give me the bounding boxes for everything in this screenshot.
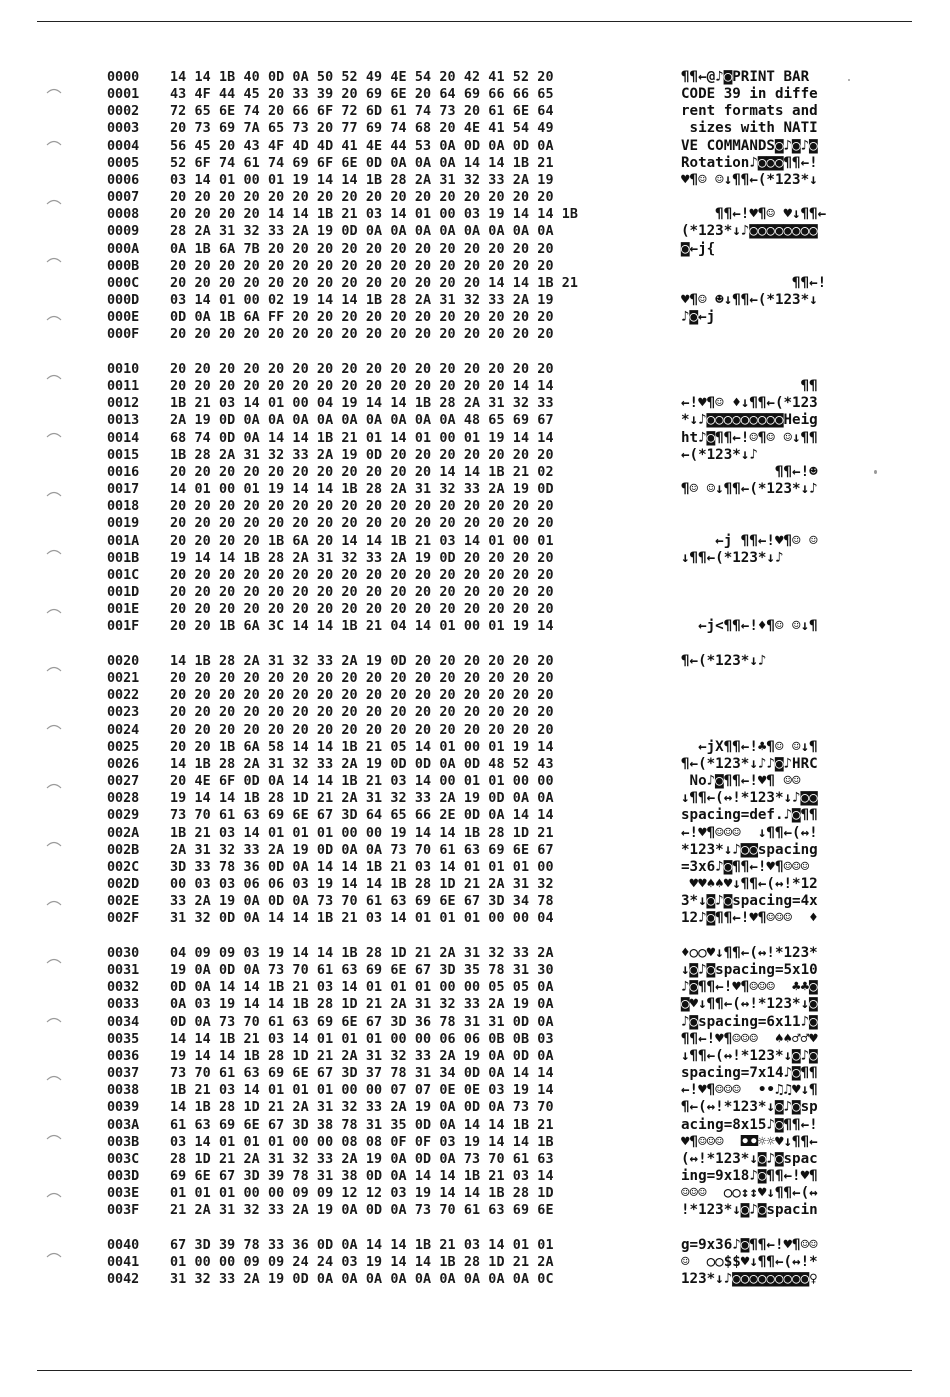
hex-bytes-cell: 3D 33 78 36 0D 0A 14 14 1B 21 03 14 01 01 01 00 (170, 859, 554, 875)
hex-bytes-cell: 20 20 20 20 20 20 20 20 20 20 20 20 20 20 20 20 (170, 258, 554, 274)
dump-row (0, 1048, 950, 1065)
address-cell: 002F (107, 911, 140, 927)
binder-hole-mark (46, 606, 62, 614)
dump-row (0, 790, 950, 807)
address-cell: 001E (107, 602, 140, 618)
ascii-cell: ¶¶←!☻ (681, 463, 818, 480)
address-cell: 0012 (107, 396, 140, 412)
dump-row (0, 893, 950, 910)
dump-row (0, 567, 950, 584)
hex-bytes-cell: 19 0A 0D 0A 73 70 61 63 69 6E 67 3D 35 78 31 30 (170, 963, 554, 979)
hex-bytes-cell: 14 1B 28 2A 31 32 33 2A 19 0D 0D 0A 0D 48 52 43 (170, 756, 554, 772)
dump-row (0, 86, 950, 103)
address-cell: 0018 (107, 499, 140, 515)
hex-bytes-cell: 20 4E 6F 0D 0A 14 14 1B 21 03 14 00 01 01 00 00 (170, 774, 554, 790)
address-cell: 0042 (107, 1272, 140, 1288)
hex-bytes-cell: 20 20 1B 6A 58 14 14 1B 21 05 14 01 00 01 19 14 (170, 739, 554, 755)
hex-bytes-cell: 01 01 01 00 00 09 09 12 12 03 19 14 14 1B 28 1D (170, 1186, 554, 1202)
address-cell: 0021 (107, 671, 140, 687)
binder-hole-mark (46, 781, 62, 789)
address-cell: 001A (107, 533, 140, 549)
hex-bytes-cell: 20 20 1B 6A 3C 14 14 1B 21 04 14 01 00 01 19 14 (170, 619, 554, 635)
ascii-cell: !*123*↓◙♪◙spacin (681, 1202, 818, 1219)
ascii-cell: ¶¶←@♪◙PRINT BAR (681, 69, 810, 85)
hex-bytes-cell: 01 00 00 09 09 24 24 03 19 14 14 1B 28 1D 21 2A (170, 1255, 554, 1271)
binder-hole-mark (46, 1190, 62, 1198)
dump-row (0, 120, 950, 137)
hex-bytes-cell: 20 20 20 20 20 20 20 20 20 20 20 20 20 20 20 20 (170, 705, 554, 721)
ascii-cell: ht♪◙¶¶←!☺¶☺ ☺↓¶¶ (681, 429, 818, 446)
ascii-cell: 12♪◙¶¶←!♥¶☺☺☺ ♦ (681, 910, 818, 927)
hex-bytes-cell: 19 14 14 1B 28 2A 31 32 33 2A 19 0D 20 20 20 20 (170, 550, 554, 566)
ascii-cell: ◙←j{ (681, 240, 716, 257)
hex-bytes-cell: 20 20 20 20 20 20 20 20 20 20 20 20 20 20 20 20 (170, 602, 554, 618)
ascii-cell: Rotation♪◙◙◙¶¶←! (681, 154, 818, 171)
address-cell: 0026 (107, 756, 140, 772)
hex-bytes-cell: 52 6F 74 61 74 69 6F 6E 0D 0A 0A 0A 14 14 1B 21 (170, 155, 554, 171)
ascii-cell: ¶¶←!♥¶☺☺☺ ♠♠♂♂♥ (681, 1030, 818, 1047)
dump-row (0, 704, 950, 721)
binder-hole-mark (46, 430, 62, 438)
ascii-cell: ¶☺ ☺↓¶¶←(*123*↓♪ (681, 481, 818, 498)
dump-row (0, 1014, 950, 1031)
hex-bytes-cell: 31 32 0D 0A 14 14 1B 21 03 14 01 01 01 00 00 04 (170, 911, 554, 927)
binder-hole-mark (46, 722, 62, 730)
hex-bytes-cell: 20 20 20 20 20 20 20 20 20 20 20 20 20 20 20 20 (170, 722, 554, 738)
address-cell: 0029 (107, 808, 140, 824)
binder-hole-mark (46, 1132, 62, 1140)
dump-row (0, 601, 950, 618)
address-cell: 0038 (107, 1083, 140, 1099)
hex-bytes-cell: 67 3D 39 78 33 36 0D 0A 14 14 1B 21 03 14 01 01 (170, 1238, 554, 1253)
ascii-cell: ←(*123*↓♪ (681, 446, 758, 463)
hex-bytes-cell: 19 14 14 1B 28 1D 21 2A 31 32 33 2A 19 0D 0A 0A (170, 791, 554, 807)
ascii-cell: ♥¶☺ ☻↓¶¶←(*123*↓ (681, 291, 818, 308)
dump-row (0, 292, 950, 309)
dump-row (0, 996, 950, 1013)
dump-row (0, 1117, 950, 1134)
address-cell: 000F (107, 327, 140, 343)
dump-row (0, 69, 950, 86)
address-cell: 0006 (107, 172, 140, 188)
dump-row (0, 515, 950, 532)
dump-row (0, 309, 950, 326)
binder-hole-mark (46, 197, 62, 205)
hex-bytes-cell: 20 73 69 7A 65 73 20 77 69 74 68 20 4E 41 54 49 (170, 121, 554, 137)
hex-bytes-cell: 43 4F 44 45 20 33 39 20 69 6E 20 64 69 66 66 65 (170, 87, 554, 103)
hex-bytes-cell: 20 20 20 20 20 20 20 20 20 20 20 20 20 20 20 20 (170, 567, 554, 583)
binder-hole-mark (46, 956, 62, 964)
address-cell: 0013 (107, 413, 140, 429)
ascii-cell: ◙♥↓¶¶←(↔!*123*↓◙ (681, 996, 818, 1013)
ascii-cell: ↓¶¶←(*123*↓♪ (681, 549, 784, 566)
dump-row (0, 103, 950, 120)
hex-bytes-cell: 56 45 20 43 4F 4D 4D 41 4E 44 53 0A 0D 0A 0D 0A (170, 138, 554, 154)
dump-row (0, 326, 950, 343)
hex-bytes-cell: 14 01 00 01 19 14 14 1B 28 2A 31 32 33 2A 19 0D (170, 482, 554, 498)
dump-row (0, 1271, 950, 1288)
address-cell: 0023 (107, 705, 140, 721)
ascii-cell: 3*↓◙♪◙spacing=4x (681, 893, 818, 910)
hex-bytes-cell: 03 14 01 00 01 19 14 14 1B 28 2A 31 32 33 2A 19 (170, 172, 554, 188)
hex-bytes-cell: 04 09 09 03 19 14 14 1B 28 1D 21 2A 31 32 33 2A (170, 946, 554, 961)
address-cell: 0035 (107, 1031, 140, 1047)
hex-bytes-cell: 69 6E 67 3D 39 78 31 38 0D 0A 14 14 1B 21 03 14 (170, 1168, 554, 1184)
address-cell: 0031 (107, 963, 140, 979)
dump-row (0, 481, 950, 498)
dump-row (0, 739, 950, 756)
ascii-cell: No♪◙¶¶←!♥¶ ☺☺ (681, 773, 801, 790)
ascii-cell: ♪◙←j (681, 309, 716, 326)
ascii-cell: ←j<¶¶←!♦¶☺ ☺↓¶ (681, 618, 818, 635)
dump-row (0, 756, 950, 773)
ascii-cell: ¶←(*123*↓♪ (681, 653, 767, 669)
address-cell: 0030 (107, 946, 140, 961)
address-cell: 002A (107, 825, 140, 841)
hex-bytes-cell: 14 1B 28 1D 21 2A 31 32 33 2A 19 0A 0D 0A 73 70 (170, 1100, 554, 1116)
hex-bytes-cell: 20 20 20 20 20 20 20 20 20 20 20 20 20 20 20 20 (170, 362, 554, 377)
address-cell: 003D (107, 1168, 140, 1184)
dump-row (0, 807, 950, 824)
ascii-cell: ¶¶←!♥¶☺ ♥↓¶¶← (681, 206, 827, 223)
hex-bytes-cell: 20 20 20 20 20 20 20 20 20 20 20 14 14 1B 21 02 (170, 464, 554, 480)
hex-bytes-cell: 28 2A 31 32 33 2A 19 0D 0A 0A 0A 0A 0A 0A 0A 0A (170, 224, 554, 240)
dump-row (0, 498, 950, 515)
hex-bytes-cell: 03 14 01 00 02 19 14 14 1B 28 2A 31 32 33 2A 19 (170, 292, 554, 308)
address-cell: 0007 (107, 190, 140, 206)
dump-row (0, 962, 950, 979)
address-cell: 002E (107, 894, 140, 910)
address-cell: 0025 (107, 739, 140, 755)
hex-bytes-cell: 14 1B 28 2A 31 32 33 2A 19 0D 20 20 20 20 20 20 (170, 654, 554, 669)
ascii-cell: ♪◙¶¶←!♥¶☺☺☺ ♣♣◙ (681, 979, 818, 996)
binder-hole-mark (46, 547, 62, 555)
address-cell: 0000 (107, 70, 140, 85)
address-cell: 003C (107, 1151, 140, 1167)
ascii-cell: ♥¶☺ ☺↓¶¶←(*123*↓ (681, 171, 818, 188)
dump-row (0, 825, 950, 842)
ascii-cell: spacing=7x14♪◙¶¶ (681, 1065, 818, 1082)
ascii-cell: ¶¶ (681, 378, 818, 395)
dump-row (0, 1202, 950, 1219)
ascii-cell: ↓¶¶←(↔!*123*↓◙♪◙ (681, 1047, 818, 1064)
hex-bytes-cell: 19 14 14 1B 28 1D 21 2A 31 32 33 2A 19 0A 0D 0A (170, 1048, 554, 1064)
dump-row (0, 138, 950, 155)
binder-hole-mark (46, 664, 62, 672)
hex-bytes-cell: 2A 19 0D 0A 0A 0A 0A 0A 0A 0A 0A 0A 48 65 69 67 (170, 413, 554, 429)
ascii-cell: CODE 39 in diffe (681, 86, 818, 103)
dump-row (0, 670, 950, 687)
hex-bytes-cell: 20 20 20 20 20 20 20 20 20 20 20 20 20 20 14 14 (170, 379, 554, 395)
hex-bytes-cell: 20 20 20 20 20 20 20 20 20 20 20 20 20 20 20 20 (170, 671, 554, 687)
ascii-cell: ¶←(*123*↓♪♪◙♪HRC (681, 755, 818, 772)
dump-row (0, 206, 950, 223)
ascii-cell: ←!♥¶☺ ♦↓¶¶←(*123 (681, 395, 818, 412)
hex-bytes-cell: 0A 03 19 14 14 1B 28 1D 21 2A 31 32 33 2A 19 0A (170, 997, 554, 1013)
dump-row (0, 361, 950, 378)
dump-row (0, 550, 950, 567)
dump-row (0, 687, 950, 704)
dump-row (0, 979, 950, 996)
hex-bytes-cell: 31 32 33 2A 19 0D 0A 0A 0A 0A 0A 0A 0A 0A 0A 0C (170, 1272, 554, 1288)
ascii-cell: ☺☺☺ ○○↕↕♥↓¶¶←(↔ (681, 1185, 818, 1202)
hex-bytes-cell: 1B 21 03 14 01 01 01 00 00 07 07 0E 0E 03 19 14 (170, 1083, 554, 1099)
ascii-cell: ↓◙♪◙spacing=5x10 (681, 962, 818, 979)
ascii-cell: 123*↓♪◙◙◙◙◙◙◙◙◙♀ (681, 1271, 818, 1288)
address-cell: 003B (107, 1134, 140, 1150)
address-cell: 001B (107, 550, 140, 566)
hex-bytes-cell: 00 03 03 06 06 03 19 14 14 1B 28 1D 21 2A 31 32 (170, 876, 554, 892)
dump-row (0, 1031, 950, 1048)
hex-bytes-cell: 0A 1B 6A 7B 20 20 20 20 20 20 20 20 20 20 20 20 (170, 241, 554, 257)
dump-row (0, 910, 950, 927)
hex-bytes-cell: 20 20 20 20 20 20 20 20 20 20 20 20 20 20 20 20 (170, 516, 554, 532)
address-cell: 000D (107, 292, 140, 308)
hex-bytes-cell: 20 20 20 20 20 20 20 20 20 20 20 20 20 14 14 1B 21 (170, 275, 579, 291)
hex-bytes-cell: 21 2A 31 32 33 2A 19 0A 0D 0A 73 70 61 63 69 6E (170, 1203, 554, 1219)
address-cell: 002B (107, 842, 140, 858)
hex-bytes-cell: 20 20 20 20 1B 6A 20 14 14 1B 21 03 14 01 00 01 (170, 533, 554, 549)
hex-bytes-cell: 20 20 20 20 20 20 20 20 20 20 20 20 20 20 20 20 (170, 327, 554, 343)
ascii-cell: rent formats and (681, 103, 818, 120)
address-cell: 0022 (107, 688, 140, 704)
dump-row (0, 1099, 950, 1116)
hex-bytes-cell: 14 14 1B 40 0D 0A 50 52 49 4E 54 20 42 41 52 20 (170, 70, 554, 85)
address-cell: 0015 (107, 447, 140, 463)
binder-hole-mark (46, 898, 62, 906)
dump-row (0, 258, 950, 275)
ascii-cell: sizes with NATI (681, 120, 818, 137)
dump-row (0, 773, 950, 790)
hex-bytes-cell: 0D 0A 73 70 61 63 69 6E 67 3D 36 78 31 31 0D 0A (170, 1014, 554, 1030)
ascii-cell: ♪◙spacing=6x11♪◙ (681, 1013, 818, 1030)
address-cell: 0016 (107, 464, 140, 480)
address-cell: 002D (107, 876, 140, 892)
hex-bytes-cell: 68 74 0D 0A 14 14 1B 21 01 14 01 00 01 19 14 14 (170, 430, 554, 446)
address-cell: 0033 (107, 997, 140, 1013)
dump-row (0, 1168, 950, 1185)
dump-row (0, 584, 950, 601)
scan-speck (874, 470, 877, 474)
binder-hole-mark (46, 839, 62, 847)
hex-bytes-cell: 72 65 6E 74 20 66 6F 72 6D 61 74 73 20 61 6E 64 (170, 104, 554, 120)
address-cell: 0039 (107, 1100, 140, 1116)
hex-bytes-cell: 20 20 20 20 20 20 20 20 20 20 20 20 20 20 20 20 (170, 499, 554, 515)
hex-bytes-cell: 1B 28 2A 31 32 33 2A 19 0D 20 20 20 20 20 20 20 (170, 447, 554, 463)
address-cell: 000A (107, 241, 140, 257)
dump-row (0, 155, 950, 172)
address-cell: 000B (107, 258, 140, 274)
address-cell: 0017 (107, 482, 140, 498)
binder-hole-mark (46, 1250, 62, 1258)
ascii-cell: spacing=def.♪◙¶¶ (681, 807, 818, 824)
hex-bytes-cell: 20 20 20 20 20 20 20 20 20 20 20 20 20 20 20 20 (170, 584, 554, 600)
dump-row (0, 618, 950, 635)
address-cell: 0036 (107, 1048, 140, 1064)
hex-bytes-cell: 20 20 20 20 20 20 20 20 20 20 20 20 20 20 20 20 (170, 190, 554, 206)
hex-bytes-cell: 73 70 61 63 69 6E 67 3D 64 65 66 2E 0D 0A 14 14 (170, 808, 554, 824)
address-cell: 0010 (107, 362, 140, 377)
address-cell: 0001 (107, 87, 140, 103)
address-cell: 0002 (107, 104, 140, 120)
dump-row (0, 876, 950, 893)
dump-row (0, 172, 950, 189)
dump-row (0, 1254, 950, 1271)
dump-row (0, 241, 950, 258)
dump-row (0, 653, 950, 670)
hex-bytes-cell: 28 1D 21 2A 31 32 33 2A 19 0A 0D 0A 73 70 61 63 (170, 1151, 554, 1167)
address-cell: 003E (107, 1186, 140, 1202)
binder-hole-mark (46, 86, 62, 94)
address-cell: 0004 (107, 138, 140, 154)
ascii-cell: (↔!*123*↓◙♪◙spac (681, 1150, 818, 1167)
binder-hole-mark (46, 1073, 62, 1081)
ascii-cell: ♥¶☺☺☺ ◘◘☼☼♥↓¶¶← (681, 1133, 818, 1150)
dump-row (0, 447, 950, 464)
hex-bytes-cell: 20 20 20 20 14 14 1B 21 03 14 01 00 03 19 14 14 1B (170, 207, 579, 223)
binder-hole-mark (46, 313, 62, 321)
hex-bytes-cell: 03 14 01 01 01 00 00 08 08 0F 0F 03 19 14 14 1B (170, 1134, 554, 1150)
dump-row (0, 842, 950, 859)
ascii-cell: ♥♥♠♠♥↓¶¶←(↔!*12 (681, 875, 818, 892)
binder-hole-mark (46, 372, 62, 380)
address-cell: 003F (107, 1203, 140, 1219)
address-cell: 0005 (107, 155, 140, 171)
ascii-cell: ←!♥¶☺☺☺ ••♫♫♥↓¶ (681, 1082, 818, 1099)
hex-bytes-cell: 0D 0A 14 14 1B 21 03 14 01 01 01 00 00 05 05 0A (170, 980, 554, 996)
ascii-cell: g=9x36♪◙¶¶←!♥¶☺☺ (681, 1237, 818, 1253)
address-cell: 001C (107, 567, 140, 583)
ascii-cell: ↓¶¶←(↔!*123*↓♪◙◙ (681, 790, 818, 807)
dump-row (0, 533, 950, 550)
address-cell: 0011 (107, 379, 140, 395)
address-cell: 0041 (107, 1255, 140, 1271)
ascii-cell: acing=8x15♪◙¶¶←! (681, 1116, 818, 1133)
binder-hole-mark (46, 138, 62, 146)
dump-row (0, 722, 950, 739)
address-cell: 000C (107, 275, 140, 291)
address-cell: 0008 (107, 207, 140, 223)
address-cell: 0019 (107, 516, 140, 532)
ascii-cell: ←jX¶¶←!♣¶☺ ☺↓¶ (681, 738, 818, 755)
dump-row (0, 223, 950, 240)
binder-hole-mark (46, 1015, 62, 1023)
binder-hole-mark (46, 255, 62, 263)
ascii-cell: ←!♥¶☺☺☺ ↓¶¶←(↔! (681, 824, 818, 841)
hex-bytes-cell: 20 20 20 20 20 20 20 20 20 20 20 20 20 20 20 20 (170, 688, 554, 704)
ascii-cell: ¶¶←! (681, 274, 827, 291)
dump-row (0, 1237, 950, 1254)
ascii-cell: *↓♪◙◙◙◙◙◙◙◙◙Heig (681, 412, 818, 429)
dump-row (0, 945, 950, 962)
dump-row (0, 275, 950, 292)
hex-bytes-cell: 1B 21 03 14 01 00 04 19 14 14 1B 28 2A 31 32 33 (170, 396, 554, 412)
dump-row (0, 430, 950, 447)
scan-speck (848, 79, 850, 81)
dump-row (0, 464, 950, 481)
address-cell: 0037 (107, 1066, 140, 1082)
address-cell: 0028 (107, 791, 140, 807)
ascii-cell: ☺ ○○$$♥↓¶¶←(↔!* (681, 1254, 818, 1271)
address-cell: 0032 (107, 980, 140, 996)
address-cell: 0014 (107, 430, 140, 446)
dump-row (0, 1185, 950, 1202)
hex-bytes-cell: 2A 31 32 33 2A 19 0D 0A 0A 73 70 61 63 69 6E 67 (170, 842, 554, 858)
address-cell: 0027 (107, 774, 140, 790)
dump-row (0, 1134, 950, 1151)
address-cell: 003A (107, 1117, 140, 1133)
ascii-cell: ¶←(↔!*123*↓◙♪◙sp (681, 1099, 818, 1116)
hex-bytes-cell: 1B 21 03 14 01 01 01 00 00 19 14 14 1B 28 1D 21 (170, 825, 554, 841)
dump-row (0, 859, 950, 876)
ascii-cell: =3x6♪◙¶¶←!♥¶☺☺☺ (681, 858, 810, 875)
address-cell: 0040 (107, 1238, 140, 1253)
dump-row (0, 1151, 950, 1168)
address-cell: 0024 (107, 722, 140, 738)
dump-row (0, 1082, 950, 1099)
address-cell: 000E (107, 310, 140, 326)
ascii-cell: VE COMMANDS◙♪◙♪◙ (681, 137, 818, 154)
address-cell: 0034 (107, 1014, 140, 1030)
ascii-cell: ←j ¶¶←!♥¶☺ ☺ (681, 532, 818, 549)
hex-bytes-cell: 73 70 61 63 69 6E 67 3D 37 78 31 34 0D 0A 14 14 (170, 1066, 554, 1082)
hex-bytes-cell: 14 14 1B 21 03 14 01 01 01 00 00 06 06 0B 0B 03 (170, 1031, 554, 1047)
address-cell: 0009 (107, 224, 140, 240)
address-cell: 001D (107, 584, 140, 600)
hex-bytes-cell: 61 63 69 6E 67 3D 38 78 31 35 0D 0A 14 14 1B 21 (170, 1117, 554, 1133)
dump-row (0, 1065, 950, 1082)
hex-bytes-cell: 33 2A 19 0A 0D 0A 73 70 61 63 69 6E 67 3D 34 78 (170, 894, 554, 910)
address-cell: 002C (107, 859, 140, 875)
ascii-cell: ing=9x18♪◙¶¶←!♥¶ (681, 1167, 818, 1184)
ascii-cell: *123*↓♪◙◙spacing (681, 841, 818, 858)
dump-row (0, 189, 950, 206)
hex-bytes-cell: 0D 0A 1B 6A FF 20 20 20 20 20 20 20 20 20 20 20 (170, 310, 554, 326)
bottom-rule (37, 1370, 912, 1371)
dump-row (0, 395, 950, 412)
address-cell: 0020 (107, 654, 140, 669)
address-cell: 0003 (107, 121, 140, 137)
ascii-cell: (*123*↓♪◙◙◙◙◙◙◙◙ (681, 223, 818, 240)
binder-hole-mark (46, 489, 62, 497)
dump-row (0, 412, 950, 429)
address-cell: 001F (107, 619, 140, 635)
ascii-cell: ♦○○♥↓¶¶←(↔!*123* (681, 945, 818, 961)
dump-row (0, 378, 950, 395)
